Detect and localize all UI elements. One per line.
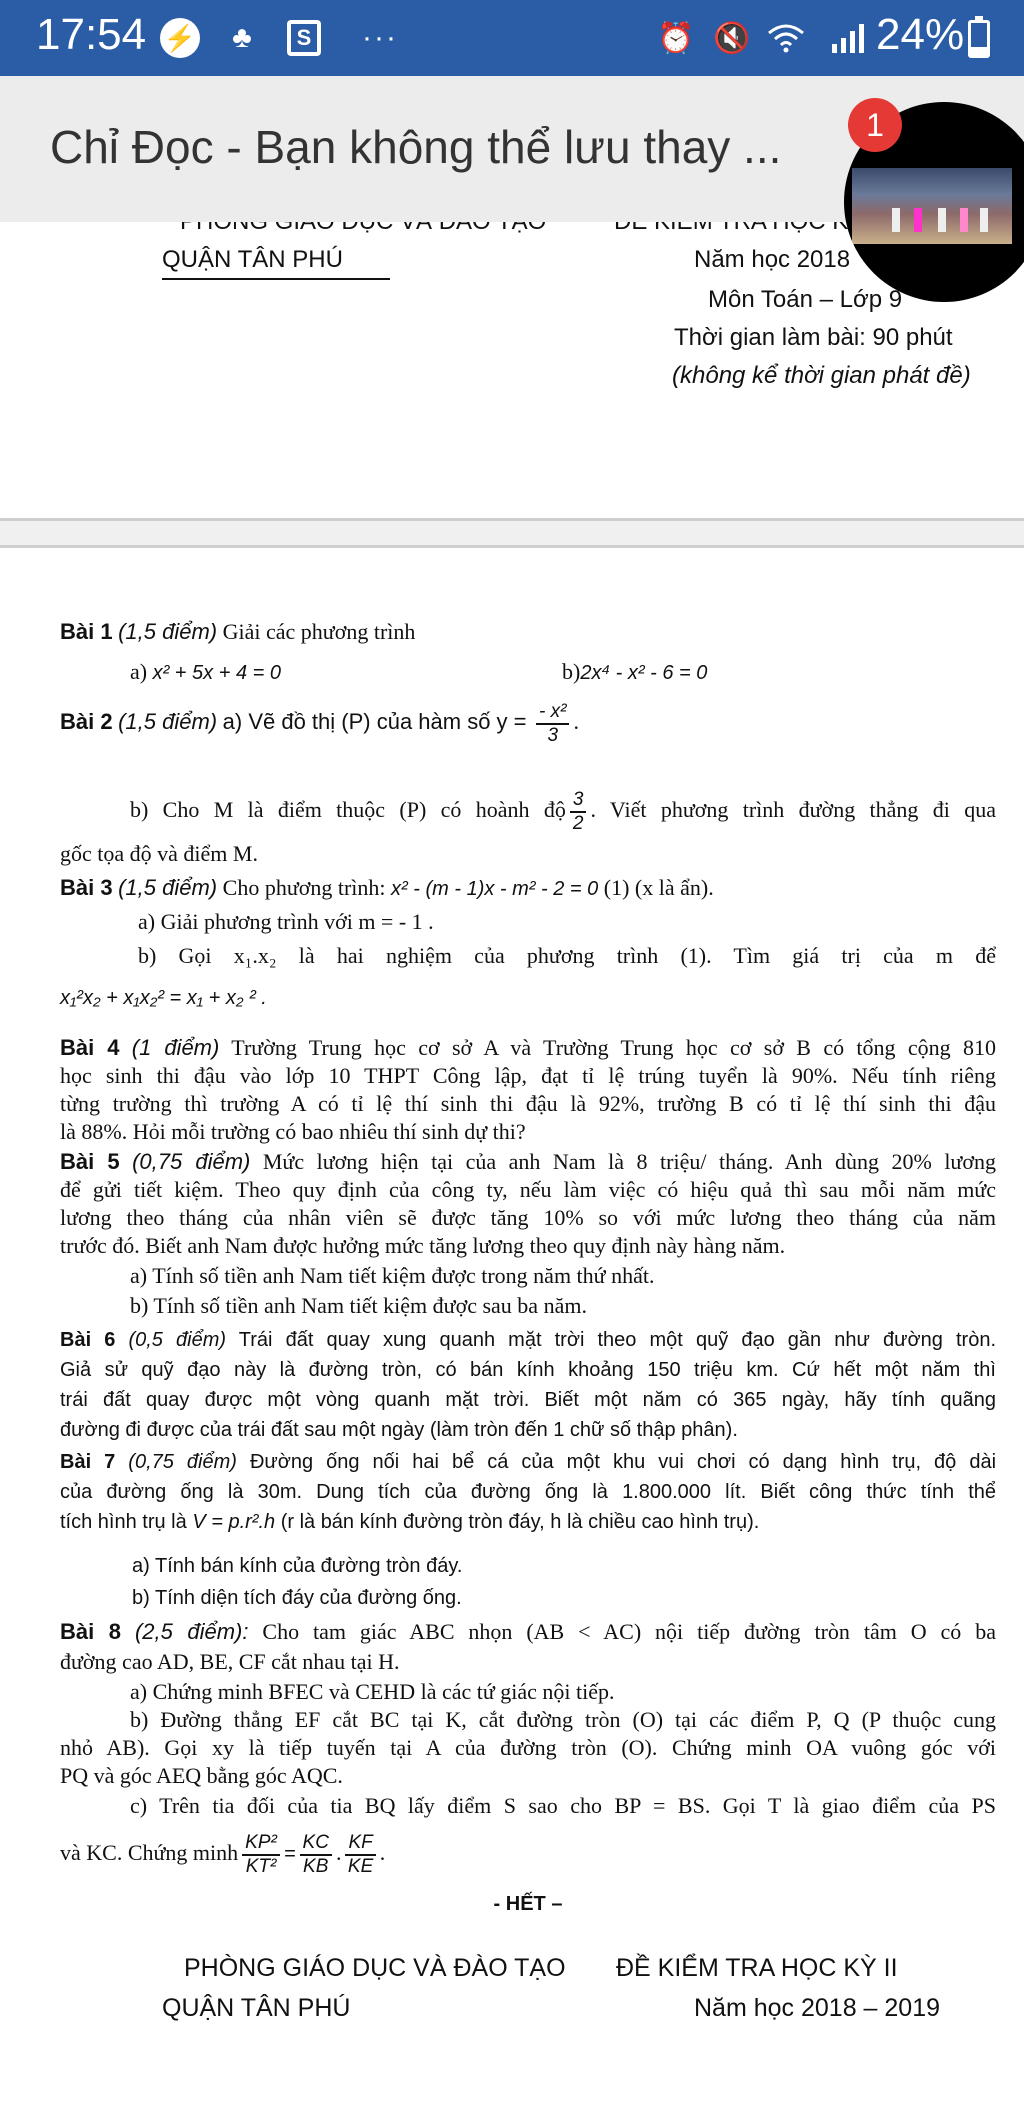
wifi-icon [766, 18, 806, 58]
problem-3b: b) Gọi x₁.x₂ là hai nghiệm của phương trình (1). Tìm giá trị của m để [138, 943, 996, 968]
problem-7a: a) Tính bán kính của đường tròn đáy. [132, 1555, 463, 1577]
signal-icon [828, 18, 868, 58]
battery-percent: 24% [876, 10, 965, 59]
banner-title: Chỉ Đọc - Bạn không thể lưu thay ... [50, 121, 782, 173]
clock: 17:54 [36, 10, 147, 59]
more-notifications-icon: ··· [362, 21, 398, 54]
mute-icon: 🔇 [713, 21, 751, 55]
problem-7b: b) Tính diện tích đáy của đường ống. [132, 1587, 462, 1609]
problem-5-line-4: trước đó. Biết anh Nam được hưởng mức tăng lương theo quy định này hàng năm. [60, 1233, 786, 1258]
shopping-bag-icon: S [284, 18, 324, 58]
status-bar [0, 0, 1024, 76]
problem-8a: a) Chứng minh BFEC và CEHD là các tứ giác nội tiếp. [130, 1679, 615, 1704]
people-icon: ♣ [232, 21, 252, 54]
video-thumbnail [852, 168, 1012, 244]
page-break [0, 518, 1024, 548]
fraction: $\frac{\text{- x²}}{3}$ [536, 701, 569, 747]
problem-5a: a) Tính số tiền anh Nam tiết kiệm được trong năm thứ nhất. [130, 1263, 655, 1288]
problem-1a: a) x² + 5x + 4 = 0 [130, 659, 282, 684]
fraction: $\frac{KC}{KB}$ [300, 1832, 332, 1878]
problem-6-line-2: Giả sử quỹ đạo này là đường tròn, có bán kính khoảng 150 triệu km. Cứ hết một năm thì [60, 1359, 996, 1381]
problem-3: Bài 3 (1,5 điểm) Cho phương trình: x² - (m - 1)x - m² - 2 = 0 (1) (x là ẩn). [60, 875, 714, 900]
problem-1: Bài 1 (1,5 điểm) Giải các phương trình [60, 619, 416, 644]
alarm-icon: ⏰ [657, 21, 695, 55]
problem-2: Bài 2 (1,5 điểm) a) Vẽ đồ thị (P) của hàm số y = $\frac{\text{- x²}}{3}$ . [60, 700, 579, 746]
problem-8b-line-3: PQ và góc AEQ bằng góc AQC. [60, 1763, 343, 1788]
problem-5-line-2: để gửi tiết kiệm. Theo quy định của công ty, nếu làm việc có hiệu quả thì sau mỗi năm mức [60, 1177, 996, 1202]
problem-7-line-2: của đường ống là 30m. Dung tích của đường ống là 1.800.000 lít. Biết công thức tính thể [60, 1481, 996, 1503]
problem-8b-line-1: b) Đường thẳng EF cắt BC tại K, cắt đường tròn (O) tại các điểm P, Q (P thuộc cung [130, 1707, 996, 1732]
problem-5-line-3: lương theo tháng của nhân viên sẽ được tăng 10% so với mức lương theo tháng của năm [60, 1205, 996, 1230]
school-year: Năm học 2018 [694, 246, 851, 273]
notification-badge: 1 [848, 98, 902, 152]
problem-8-line-1: Bài 8 (2,5 điểm): Cho tam giác ABC nhọn (AB < AC) nội tiếp đường tròn tâm O có ba [60, 1619, 996, 1644]
footer-district: QUẬN TÂN PHÚ [162, 1994, 351, 2022]
duration-note: (không kể thời gian phát đề) [672, 362, 971, 389]
problem-6-line-3: trái đất quay được một vòng quanh mặt trời. Biết một năm có 365 ngày, hãy tính quãng [60, 1389, 996, 1411]
problem-8b-line-2: nhỏ AB). Gọi xy là tiếp tuyến tại A của đường tròn (O). Chứng minh OA vuông góc với [60, 1735, 996, 1760]
problem-1b: b)2x⁴ - x² - 6 = 0 [562, 659, 708, 684]
problem-5-line-1: Bài 5 (0,75 điểm) Mức lương hiện tại của anh Nam là 8 triệu/ tháng. Anh dùng 20% lương [60, 1149, 996, 1174]
problem-8c-line-2: và KC. Chứng minh $\frac{\text{KP²}}{\text{KT²}}$ = $\frac{KC}{KB}$ . $\frac{KF}{KE}$ . [60, 1831, 386, 1877]
end-mark: - HẾT – [493, 1893, 563, 1915]
problem-6-line-1: Bài 6 (0,5 điểm) Trái đất quay xung quanh mặt trời theo một quỹ đạo gần như đường tròn. [60, 1329, 996, 1351]
problem-5b: b) Tính số tiền anh Nam tiết kiệm được sau ba năm. [130, 1293, 587, 1318]
problem-4-line-3: từng trường thì trường A có tỉ lệ thí sinh thi đậu là 92%, trường B có tỉ lệ thí sinh thi đậu [60, 1091, 996, 1116]
problem-3a: a) Giải phương trình với m = - 1 . [138, 909, 434, 934]
footer-dept: PHÒNG GIÁO DỤC VÀ ĐÀO TẠO [184, 1954, 566, 1982]
problem-8-line-2: đường cao AD, BE, CF cắt nhau tại H. [60, 1649, 400, 1674]
footer-school-year: Năm học 2018 – 2019 [694, 1994, 941, 2022]
problem-4-line-2: học sinh thi đậu vào lớp 10 THPT Công lập, đạt tỉ lệ trúng tuyển là 90%. Nếu tính riêng [60, 1063, 996, 1088]
problem-8c-line-1: c) Trên tia đối của tia BQ lấy điểm S sao cho BP = BS. Gọi T là giao điểm của PS [130, 1793, 996, 1818]
battery-icon [968, 20, 990, 58]
problem-2b-cont: gốc tọa độ và điểm M. [60, 841, 258, 866]
problem-6-line-4: đường đi được của trái đất sau một ngày (làm tròn đến 1 chữ số thập phân). [60, 1419, 738, 1441]
problem-2b: b) Cho M là điểm thuộc (P) có hoành độ $\frac{3}{2}$ . Viết phương trình đường thẳng đi qua [130, 788, 997, 834]
duration: Thời gian làm bài: 90 phút [674, 324, 953, 351]
battery-fill [971, 47, 987, 55]
subject: Môn Toán – Lớp 9 [708, 286, 903, 313]
problem-4-line-1: Bài 4 (1 điểm) Trường Trung học cơ sở A và Trường Trung học cơ sở B có tổng cộng 810 [60, 1035, 997, 1060]
district-heading: QUẬN TÂN PHÚ [162, 246, 390, 280]
problem-3b-eq: x₁²x₂ + x₁x₂² = x₁ + x₂ ² . [60, 987, 267, 1009]
problem-7-line-1: Bài 7 (0,75 điểm) Đường ống nối hai bể cá của một khu vui chơi có dạng hình trụ, độ dài [60, 1451, 997, 1473]
fraction: $\frac{KF}{KE}$ [345, 1832, 375, 1878]
fraction: $\frac{3}{2}$ [570, 789, 587, 835]
messenger-icon: ⚡ [160, 18, 200, 58]
problem-4-line-4: là 88%. Hỏi mỗi trường có bao nhiêu thí sinh dự thi? [60, 1119, 526, 1144]
problem-7-line-3: tích hình trụ là V = p.r².h (r là bán kính đường tròn đáy, h là chiều cao hình trụ). [60, 1511, 760, 1533]
footer-exam: ĐỀ KIỂM TRA HỌC KỲ II [616, 1954, 898, 1982]
fraction: $\frac{\text{KP²}}{\text{KT²}}$ [242, 1832, 280, 1878]
